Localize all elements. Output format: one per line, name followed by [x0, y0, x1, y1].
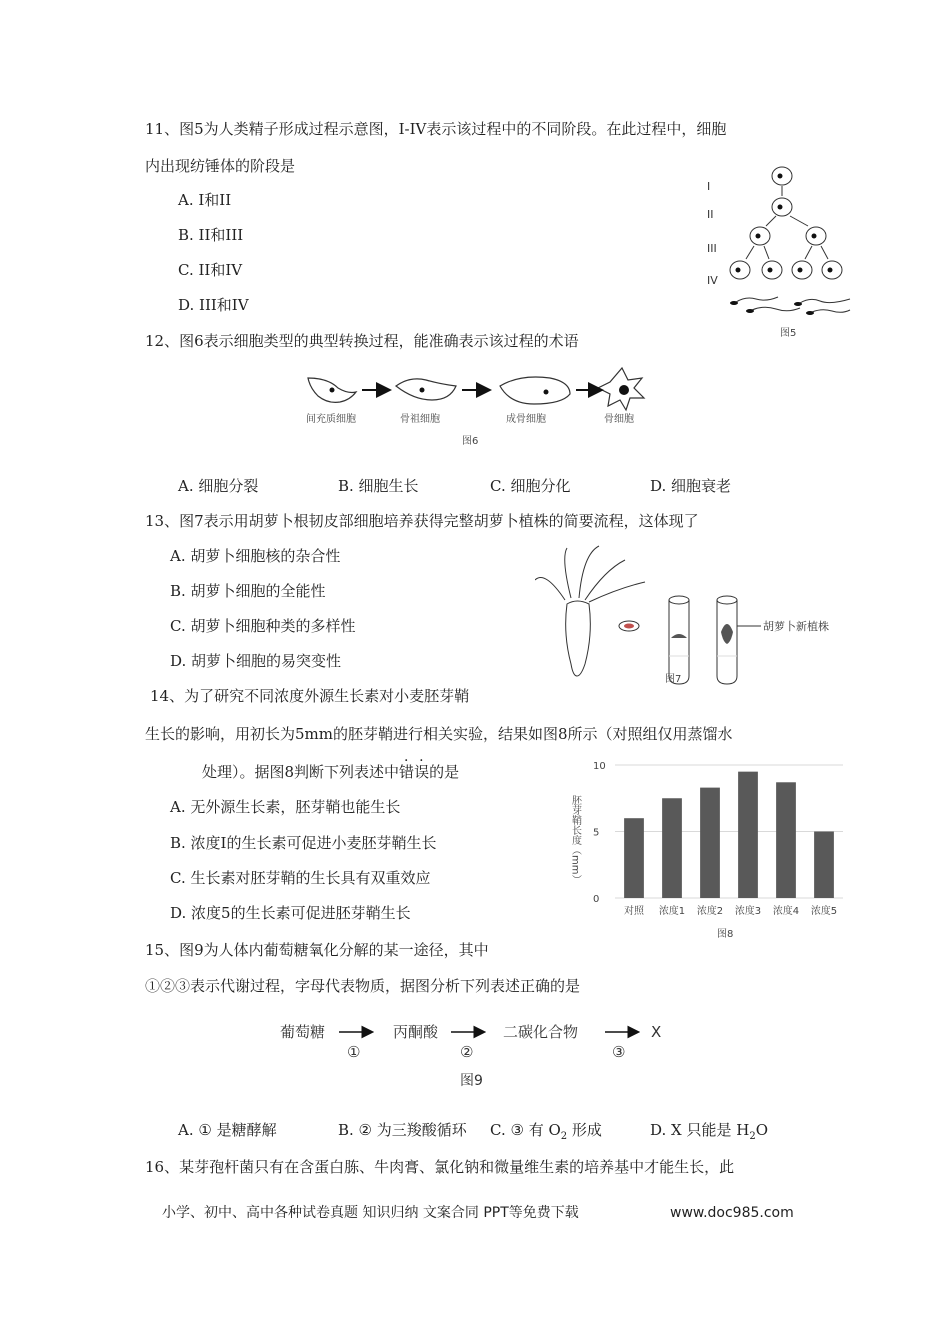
node-pyruvate: 丙酮酸	[393, 1023, 439, 1041]
category-label-1: 浓度1	[658, 906, 686, 917]
y-tick-label: 0	[593, 894, 600, 905]
q13-option-d: D. 胡萝卜细胞的易突变性	[170, 652, 342, 670]
q16-stem: 16、某芽孢杆菌只有在含蛋白胨、牛肉膏、氯化钠和微量维生素的培养基中才能生长，此	[145, 1158, 735, 1176]
q15-option-b: B. ② 为三羧酸循环	[338, 1121, 467, 1139]
cell-label-mesenchymal: 间充质细胞	[306, 414, 356, 425]
q15-option-c-end: 形成	[567, 1121, 602, 1139]
stage-label-2: II	[707, 208, 714, 221]
q15-option-d-sub: 2	[749, 1131, 756, 1142]
node-two-carbon: 二碳化合物	[503, 1023, 579, 1041]
q11-option-a: A. I和II	[178, 191, 232, 209]
bar-5	[814, 832, 834, 899]
stage-label-3: III	[707, 242, 717, 255]
emphasis-cuo: 错	[399, 763, 415, 781]
figure-7-carrot-culture	[535, 540, 855, 690]
q15-option-c-sub: 2	[560, 1131, 568, 1142]
figure-8-bar-chart	[565, 755, 850, 945]
figure-9-glucose-pathway	[275, 1015, 675, 1095]
q15-option-c-text: C. ③ 有 O	[490, 1121, 561, 1139]
category-label-5: 浓度5	[810, 906, 838, 917]
q11-option-d: D. III和IV	[178, 296, 249, 314]
bar-4	[776, 782, 796, 898]
figure-6-cell-transition	[300, 360, 660, 460]
q12-option-a: A. 细胞分裂	[178, 477, 259, 495]
q13-stem: 13、图7表示用胡萝卜根韧皮部细胞培养获得完整胡萝卜植株的简要流程，这体现了	[145, 512, 699, 530]
chart-y-ticks	[593, 761, 606, 905]
figure-8-caption: 图8	[717, 929, 734, 940]
q15-option-a: A. ① 是糖酵解	[178, 1121, 277, 1139]
y-tick-label: 5	[593, 827, 600, 839]
figure-7-caption: 图7	[665, 674, 682, 685]
category-label-3: 浓度3	[734, 906, 762, 917]
footer-site-link[interactable]: www.doc985.com	[670, 1205, 794, 1221]
y-tick-label: 10	[593, 761, 606, 772]
cell-label-osteocyte: 骨细胞	[604, 414, 634, 425]
q12-option-b: B. 细胞生长	[338, 477, 419, 495]
stage-label-1: I	[707, 180, 711, 193]
chart-category-labels	[624, 904, 837, 917]
q12-option-d: D. 细胞衰老	[650, 477, 732, 495]
q12-stem: 12、图6表示细胞类型的典型转换过程，能准确表示该过程的术语	[145, 332, 579, 350]
q14-option-a: A. 无外源生长素，胚芽鞘也能生长	[170, 798, 401, 816]
bar-2	[700, 788, 720, 898]
q13-option-b: B. 胡萝卜细胞的全能性	[170, 582, 326, 600]
q11-stem-line2: 内出现纺锤体的阶段是	[145, 157, 296, 175]
figure-5-spermatogenesis	[700, 160, 860, 340]
node-glucose: 葡萄糖	[280, 1023, 326, 1041]
q11-option-b: B. II和III	[178, 226, 244, 244]
q14-stem-line3-text: 处理）。据图8判断下列表述中	[202, 763, 400, 781]
q12-option-c: C. 细胞分化	[490, 477, 571, 495]
node-x: X	[651, 1023, 662, 1041]
q11-stem-line1: 11、图5为人类精子形成过程示意图，I-IV表示该过程中的不同阶段。在此过程中，细胞	[145, 120, 727, 138]
footer-text: 小学、初中、高中各种试卷真题 知识归纳 文案合同 PPT等免费下载	[162, 1205, 579, 1221]
category-label-4: 浓度4	[772, 906, 800, 917]
step-2: ②	[460, 1043, 474, 1061]
q14-stem-line1: 14、为了研究不同浓度外源生长素对小麦胚芽鞘	[150, 687, 470, 705]
q15-option-d-end: O	[755, 1121, 769, 1139]
q15-option-d-text: D. X 只能是 H	[650, 1121, 750, 1139]
chart-y-axis-label: 胚芽鞘长度（mm）	[569, 795, 581, 885]
q14-stem-line2: 生长的影响，用初长为5mm的胚芽鞘进行相关实验，结果如图8所示（对照组仅用蒸馏水	[145, 725, 733, 743]
figure-9-caption: 图9	[460, 1073, 483, 1089]
stage-label-4: IV	[707, 274, 718, 287]
chart-gridlines	[615, 765, 843, 898]
emphasis-wu: 误	[414, 763, 430, 781]
q15-stem-line2: ①②③表示代谢过程，字母代表物质，据图分析下列表述正确的是	[145, 977, 581, 995]
category-label-2: 浓度2	[696, 906, 724, 917]
cell-label-osteoprogenitor: 骨祖细胞	[400, 414, 440, 425]
cell-label-osteoblast: 成骨细胞	[506, 414, 546, 425]
step-1: ①	[347, 1043, 361, 1061]
figure-6-caption: 图6	[462, 436, 479, 447]
q14-stem-line3-end: 的是	[429, 763, 460, 781]
q15-option-d	[650, 1120, 768, 1147]
bar-3	[738, 772, 758, 898]
q11-option-c: C. II和IV	[178, 261, 243, 279]
figure-7-new-plant-label: 胡萝卜新植株	[763, 620, 829, 633]
category-label-0: 对照	[624, 906, 644, 917]
q14-option-b: B. 浓度I的生长素可促进小麦胚芽鞘生长	[170, 834, 437, 852]
q14-option-c: C. 生长素对胚芽鞘的生长具有双重效应	[170, 869, 431, 887]
q14-option-d: D. 浓度5的生长素可促进胚芽鞘生长	[170, 904, 411, 922]
bar-1	[662, 798, 682, 898]
q13-option-c: C. 胡萝卜细胞种类的多样性	[170, 617, 356, 635]
bar-0	[624, 818, 644, 898]
step-3: ③	[612, 1043, 626, 1061]
q14-stem-line3	[202, 762, 459, 782]
q13-option-a: A. 胡萝卜细胞核的杂合性	[170, 547, 341, 565]
q15-stem-line1: 15、图9为人体内葡萄糖氧化分解的某一途径，其中	[145, 941, 489, 959]
chart-bars	[624, 772, 834, 898]
q15-option-c	[490, 1120, 602, 1147]
figure-5-caption: 图5	[780, 328, 797, 339]
